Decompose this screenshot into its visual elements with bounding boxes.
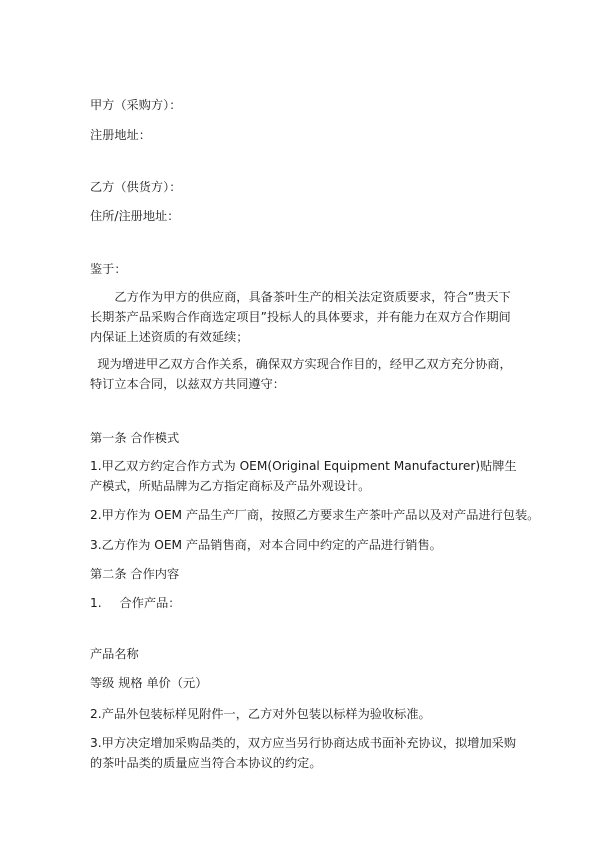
party-a-label: 甲方（采购方）： xyxy=(90,98,182,112)
article-2-item-2: 2.产品外包装标样见附件一，乙方对外包装以标样为验收标准。 xyxy=(90,707,431,721)
party-a-address-label: 注册地址： xyxy=(90,128,151,142)
product-table-column-headers: 等级 规格 单价（元） xyxy=(90,676,208,690)
item-number: 1. xyxy=(90,596,102,610)
preamble-paragraph-1: 乙方作为甲方的供应商，具备茶叶生产的相关法定资质要求，符合”贵天下长期茶产品采购合作商选定项目”投标人的具体要求，并有能力在双方合作期间内保证上述资质的有效延续； xyxy=(90,290,511,344)
party-b-address-label: 住所/注册地址： xyxy=(90,209,180,223)
product-table-name-header: 产品名称 xyxy=(90,647,139,661)
cooperation-products-label: 合作产品： xyxy=(119,596,181,610)
article-1-title: 第一条 合作模式 xyxy=(90,431,180,445)
article-1-item-1: 1.甲乙双方约定合作方式为 OEM(Original Equipment Manufacturer)贴牌生产模式，所贴品牌为乙方指定商标及产品外观设计。 xyxy=(90,459,517,493)
whereas-heading: 鉴于： xyxy=(90,262,127,276)
party-b-label: 乙方（供货方）： xyxy=(90,180,182,194)
article-1-item-3: 3.乙方作为 OEM 产品销售商，对本合同中约定的产品进行销售。 xyxy=(90,538,442,552)
article-2-title: 第二条 合作内容 xyxy=(90,567,180,581)
article-2-item-3: 3.甲方决定增加采购品类的，双方应当另行协商达成书面补充协议，拟增加采购的茶叶品类的质量应当符合本协议的约定。 xyxy=(90,736,517,770)
preamble-paragraph-2: 现为增进甲乙双方合作关系，确保双方实现合作目的，经甲乙双方充分协商，特订立本合同，以兹双方共同遵守： xyxy=(90,357,512,391)
article-2-item-1 xyxy=(90,594,180,612)
article-1-item-2: 2.甲方作为 OEM 产品生产厂商，按照乙方要求生产茶叶产品以及对产品进行包装。 xyxy=(90,508,540,522)
